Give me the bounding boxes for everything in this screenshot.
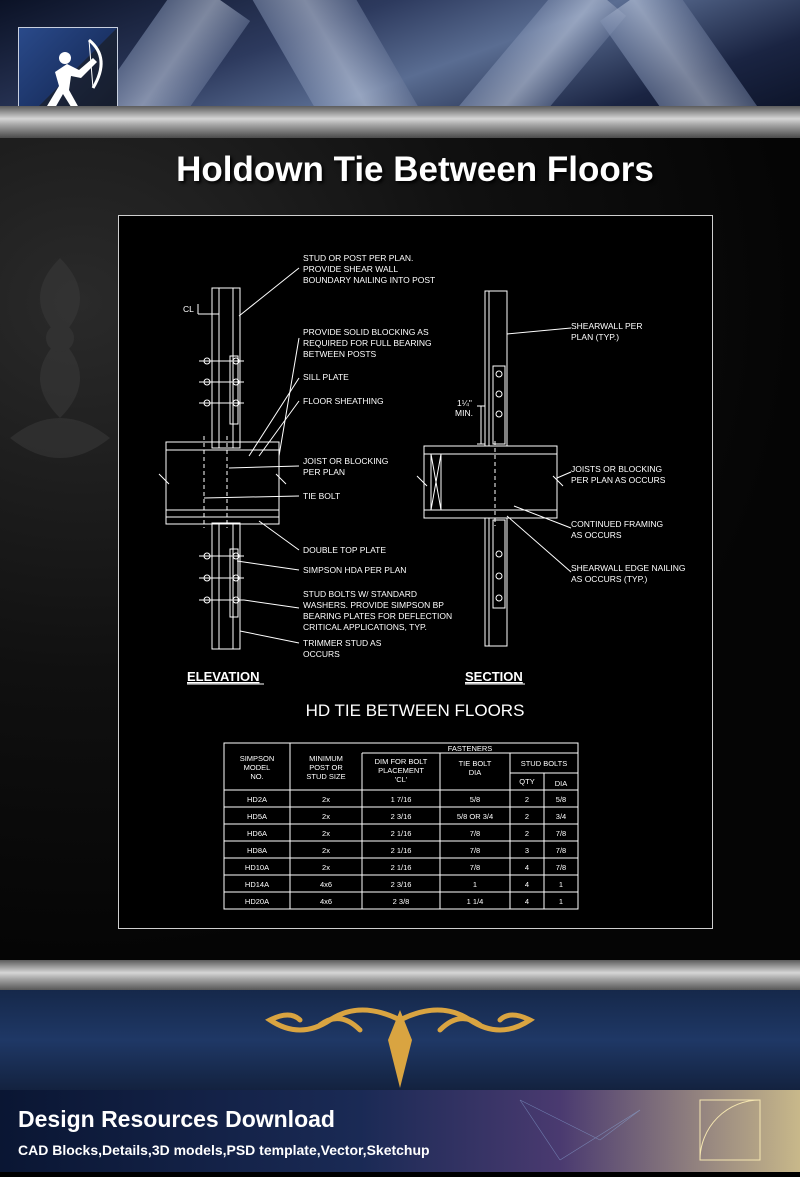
floor-joist-elevation <box>166 450 279 510</box>
table-cell: 2x <box>322 795 330 804</box>
steel-beam-graphic <box>444 0 626 120</box>
note-stud-post: PROVIDE SHEAR WALL <box>303 264 399 274</box>
cad-drawing-panel <box>118 215 713 929</box>
note-stud-post: STUD OR POST PER PLAN. <box>303 253 414 263</box>
table-cell: 7/8 <box>555 829 567 838</box>
section-title: SECTION <box>465 669 523 684</box>
cad-drawing <box>119 216 712 928</box>
table-cell: 2 1/16 <box>390 846 412 855</box>
table-body <box>245 795 566 906</box>
table-cell: HD8A <box>246 846 268 855</box>
table-cell: HD10A <box>244 863 270 872</box>
table-cell: 1 <box>558 880 564 889</box>
note-solid-blocking: REQUIRED FOR FULL BEARING <box>303 338 432 348</box>
table-cell: 7/8 <box>555 846 567 855</box>
table-cell: 1 7/16 <box>390 795 412 804</box>
th-tie-bolt: DIA <box>468 768 482 777</box>
note-stud-bolts: STUD BOLTS W/ STANDARD <box>303 589 417 599</box>
table-cell: 4 <box>524 897 530 906</box>
note-simpson-hda: SIMPSON HDA PER PLAN <box>303 565 407 575</box>
th-model: SIMPSON <box>239 754 275 763</box>
th-model: NO. <box>250 772 264 781</box>
table-cell: HD5A <box>246 812 268 821</box>
note-tie-bolt: TIE BOLT <box>303 491 341 501</box>
note-solid-blocking: PROVIDE SOLID BLOCKING AS <box>303 327 429 337</box>
table-cell: 2 1/16 <box>390 863 412 872</box>
elevation-title: ELEVATION <box>187 669 260 684</box>
note-joist: JOIST OR BLOCKING <box>303 456 389 466</box>
table-cell: HD2A <box>246 795 268 804</box>
table-cell: 2 <box>524 829 530 838</box>
note-stud-bolts: BEARING PLATES FOR DEFLECTION <box>303 611 453 621</box>
table-cell: 7/8 <box>469 829 481 838</box>
lower-post <box>212 523 240 649</box>
table-cell: 5/8 OR 3/4 <box>456 812 494 821</box>
table-cell: 7/8 <box>555 863 567 872</box>
table-cell: HD14A <box>244 880 270 889</box>
footer-title: Design Resources Download <box>18 1106 335 1132</box>
table-cell: 7/8 <box>469 846 481 855</box>
th-post: POST OR <box>309 763 343 772</box>
section-hd-upper <box>493 366 505 444</box>
table-cell: 1 <box>472 880 478 889</box>
gold-ornament-icon <box>0 990 800 1090</box>
note-sill-plate: SILL PLATE <box>303 372 349 382</box>
th-post: STUD SIZE <box>306 772 346 781</box>
note-continued-framing: AS OCCURS <box>571 530 622 540</box>
th-qty: QTY <box>519 777 535 786</box>
steel-divider <box>0 106 800 138</box>
table-cell: 4 <box>524 880 530 889</box>
min-dimension: 1¼" <box>457 398 472 408</box>
section-joist <box>424 454 557 510</box>
th-fasteners: FASTENERS <box>447 744 493 753</box>
note-joists-blocking: JOISTS OR BLOCKING <box>571 464 663 474</box>
table-cell: 2 3/16 <box>390 880 412 889</box>
note-edge-nailing: AS OCCURS (TYP.) <box>571 574 648 584</box>
note-edge-nailing: SHEARWALL EDGE NAILING <box>571 563 686 573</box>
th-dia: DIA <box>554 779 568 788</box>
steel-beam-graphic <box>600 0 780 120</box>
ornament-band <box>0 990 800 1090</box>
stud-bolts-elevation <box>199 358 244 603</box>
table-cell: 2 <box>524 812 530 821</box>
table-cell: 2x <box>322 846 330 855</box>
th-dim: PLACEMENT <box>378 766 424 775</box>
table-cell: 2 3/8 <box>392 897 410 906</box>
th-tie-bolt: TIE BOLT <box>458 759 492 768</box>
table-cell: 4 <box>524 863 530 872</box>
section-upper-post <box>485 291 507 446</box>
table-cell: HD20A <box>244 897 270 906</box>
note-shearwall: SHEARWALL PER <box>571 321 643 331</box>
table-cell: 4x6 <box>319 897 333 906</box>
table-cell: 5/8 <box>555 795 567 804</box>
note-stud-bolts: CRITICAL APPLICATIONS, TYP. <box>303 622 427 632</box>
note-stud-post: BOUNDARY NAILING INTO POST <box>303 275 436 285</box>
table-cell: 5/8 <box>469 795 481 804</box>
centerline-label: CL <box>183 304 194 314</box>
note-solid-blocking: BETWEEN POSTS <box>303 349 377 359</box>
note-floor-sheathing: FLOOR SHEATHING <box>303 396 384 406</box>
th-dim: DIM FOR BOLT <box>374 757 428 766</box>
note-joist: PER PLAN <box>303 467 346 477</box>
table-cell: 2x <box>322 829 330 838</box>
table-cell: 2 <box>524 795 530 804</box>
note-double-top-plate: DOUBLE TOP PLATE <box>303 545 386 555</box>
section-lower-post <box>485 518 507 646</box>
hd-bracket-upper <box>230 356 238 424</box>
header-banner <box>0 0 800 120</box>
min-label: MIN. <box>455 408 473 418</box>
steel-divider <box>0 960 800 992</box>
note-joists-blocking: PER PLAN AS OCCURS <box>571 475 666 485</box>
table-cell: 1 <box>558 897 564 906</box>
section-sheathing <box>424 446 557 454</box>
table-cell: 2 3/16 <box>390 812 412 821</box>
footer-subtitle: CAD Blocks,Details,3D models,PSD template,Vector,Sketchup <box>18 1142 430 1158</box>
note-trimmer-stud: TRIMMER STUD AS <box>303 638 382 648</box>
table-cell: 7/8 <box>469 863 481 872</box>
drawing-main-title: HD TIE BETWEEN FLOORS <box>305 701 525 720</box>
note-continued-framing: CONTINUED FRAMING <box>571 519 664 529</box>
th-stud-bolts: STUD BOLTS <box>520 759 568 768</box>
table-cell: HD6A <box>246 829 268 838</box>
th-post: MINIMUM <box>309 754 343 763</box>
table-cell: 2x <box>322 812 330 821</box>
note-trimmer-stud: OCCURS <box>303 649 340 659</box>
table-cell: 3 <box>524 846 530 855</box>
steel-beam-graphic <box>251 0 439 120</box>
page-title: Holdown Tie Between Floors <box>176 150 654 189</box>
note-shearwall: PLAN (TYP.) <box>571 332 620 342</box>
sill-plate <box>166 442 279 450</box>
table-cell: 2 1/16 <box>390 829 412 838</box>
top-plate-1 <box>166 510 279 517</box>
table-cell: 3/4 <box>555 812 567 821</box>
table-cell: 1 1/4 <box>466 897 484 906</box>
th-dim: 'CL' <box>394 775 408 784</box>
note-stud-bolts: WASHERS. PROVIDE SIMPSON BP <box>303 600 444 610</box>
th-model: MODEL <box>243 763 271 772</box>
table-cell: 2x <box>322 863 330 872</box>
table-cell: 4x6 <box>319 880 333 889</box>
